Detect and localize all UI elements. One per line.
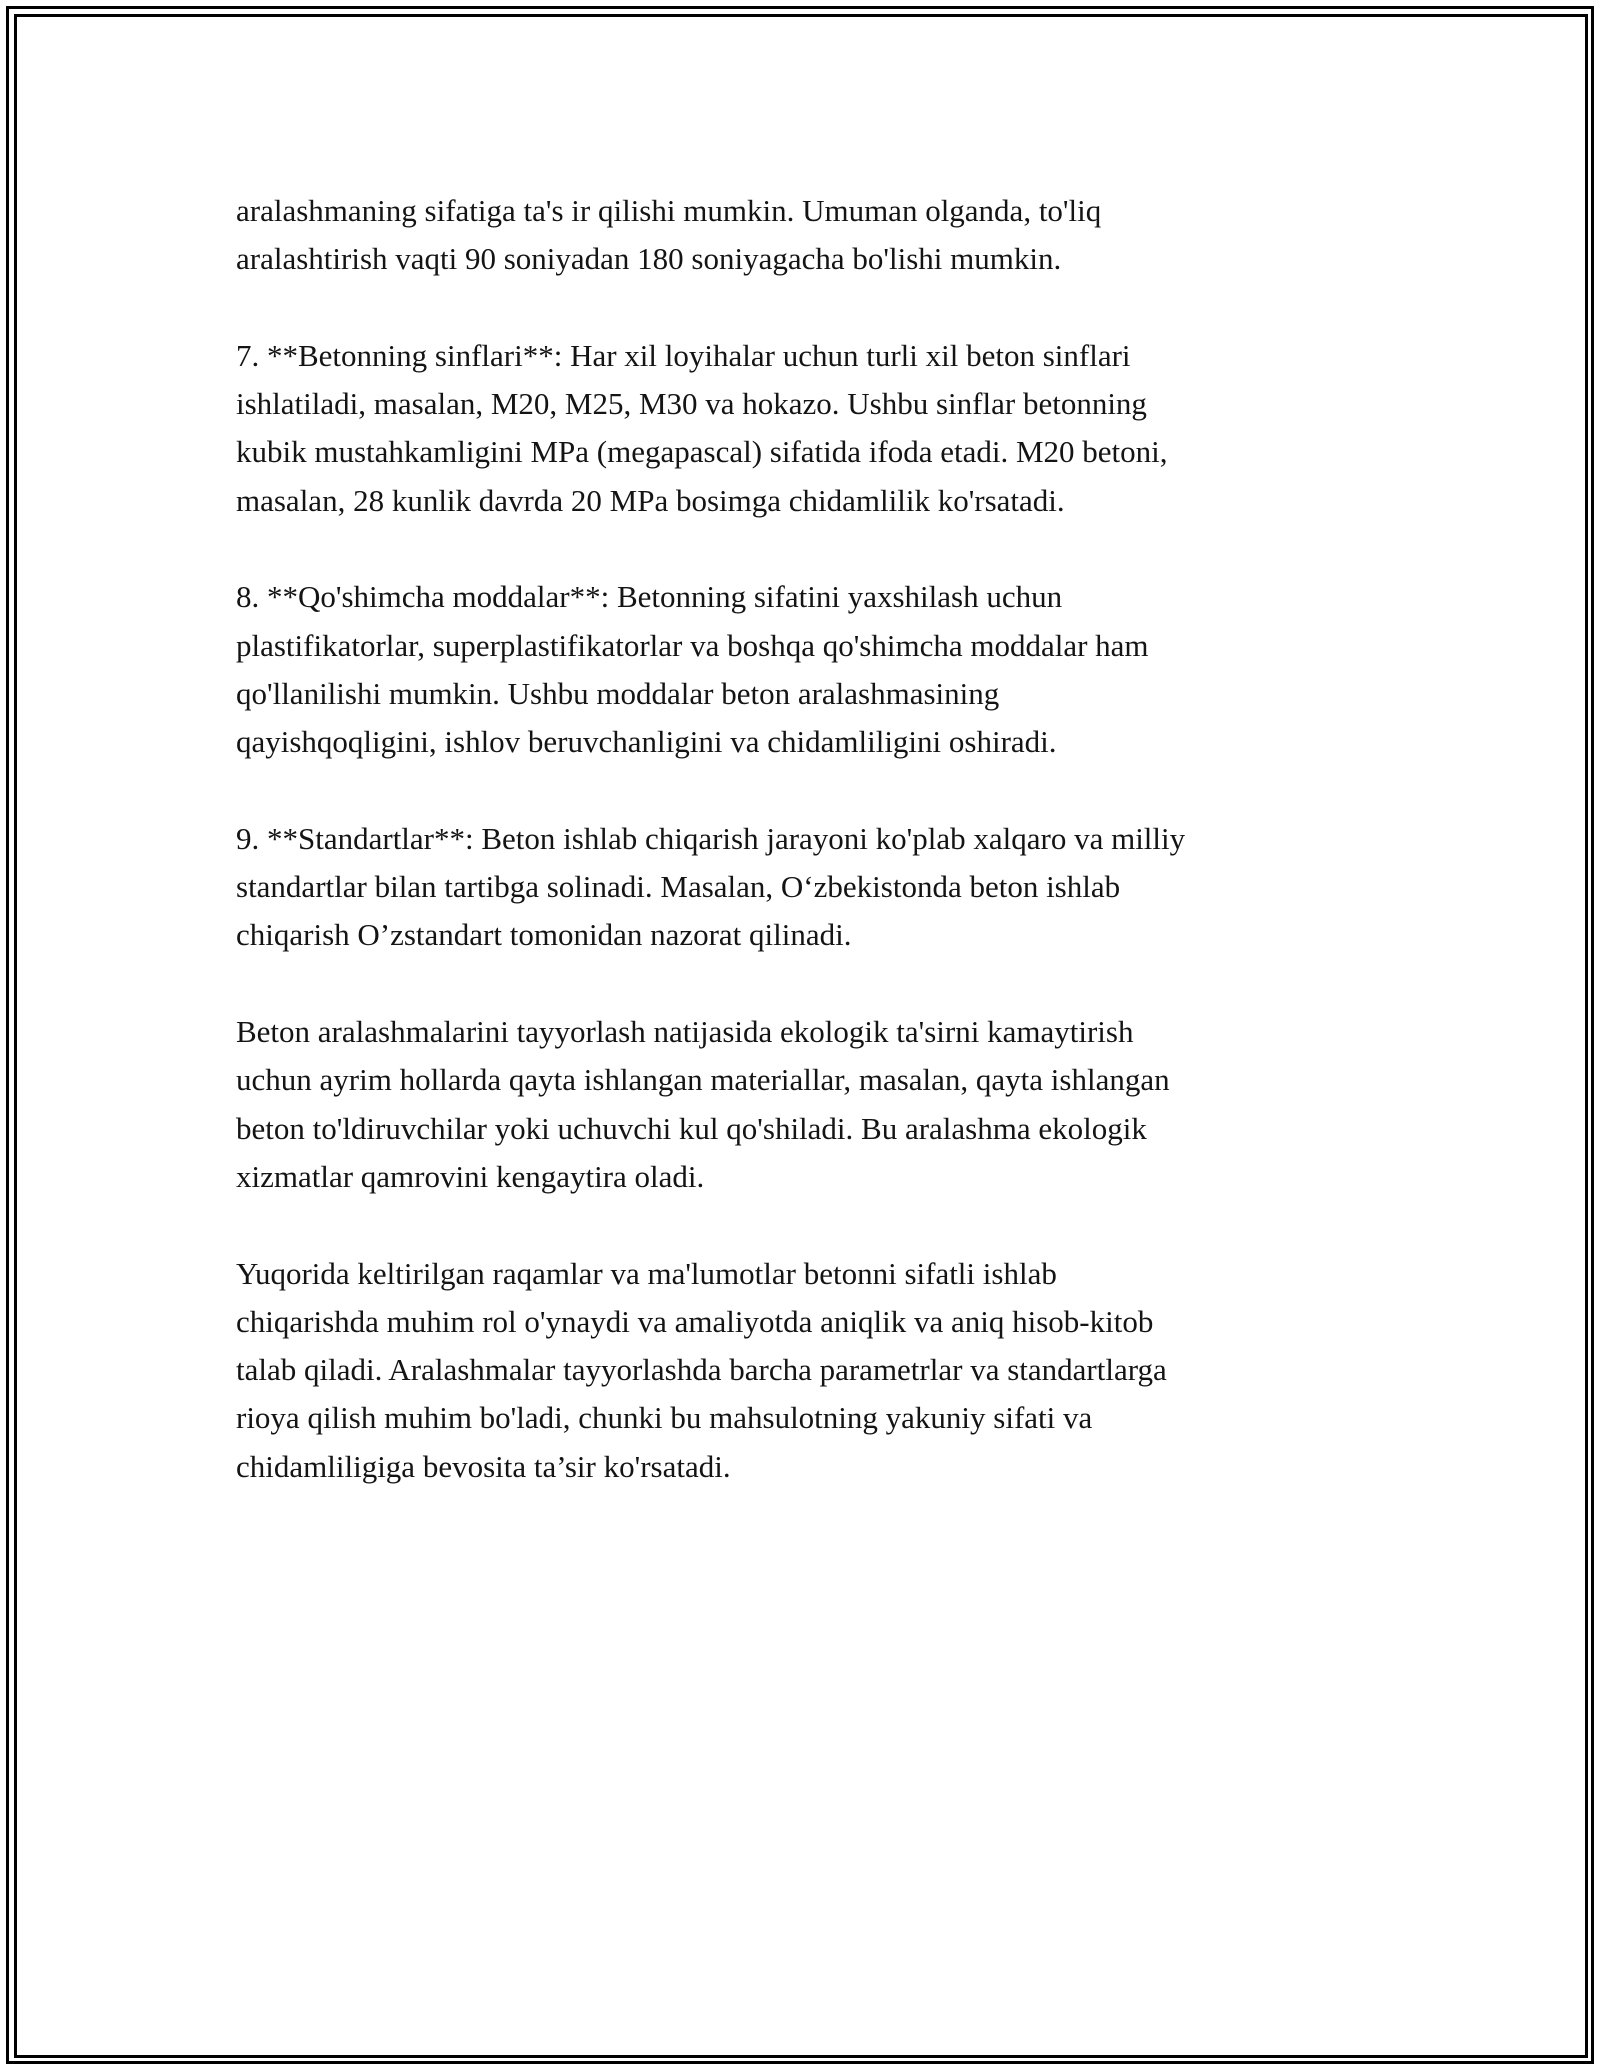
text-line: rioya qilish muhim bo'ladi, chunki bu mahsulotning yakuniy sifati va — [236, 1400, 1093, 1436]
text-line: 7. **Betonning sinflari**: Har xil loyihalar uchun turli xil beton sinflari — [236, 337, 1131, 373]
text-line: chiqarishda muhim rol o'ynaydi va amaliyotda aniqlik va aniq hisob-kitob — [236, 1303, 1154, 1339]
text-line: xizmatlar qamrovini kengaytira oladi. — [236, 1158, 705, 1194]
text-line: chiqarish O’zstandart tomonidan nazorat qilinadi. — [236, 917, 852, 953]
document-body — [236, 187, 1376, 1539]
text-line: talab qiladi. Aralashmalar tayyorlashda barcha parametrlar va standartlarga — [236, 1352, 1167, 1388]
paragraph-conclusion — [236, 1250, 1376, 1491]
text-line: Yuqorida keltirilgan raqamlar va ma'lumotlar betonni sifatli ishlab — [236, 1255, 1057, 1291]
text-line: masalan, 28 kunlik davrda 20 MPa bosimga chidamlilik ko'rsatadi. — [236, 482, 1065, 518]
text-line: ishlatiladi, masalan, M20, M25, M30 va hokazo. Ushbu sinflar betonning — [236, 386, 1147, 422]
text-line: Beton aralashmalarini tayyorlash natijasida ekologik ta'sirni kamaytirish — [236, 1014, 1134, 1050]
text-line: aralashtirish vaqti 90 soniyadan 180 soniyagacha bo'lishi mumkin. — [236, 241, 1062, 277]
text-line: standartlar bilan tartibga solinadi. Masalan, O‘zbekistonda beton ishlab — [236, 869, 1121, 905]
text-line: chidamliligiga bevosita ta’sir ko'rsatadi. — [236, 1448, 731, 1484]
text-line: qayishqoqligini, ishlov beruvchanligini va chidamliligini oshiradi. — [236, 724, 1057, 760]
text-line: 8. **Qo'shimcha moddalar**: Betonning sifatini yaxshilash uchun — [236, 579, 1063, 615]
paragraph-standards — [236, 815, 1376, 960]
text-line: kubik mustahkamligini MPa (megapascal) sifatida ifoda etadi. M20 betoni, — [236, 434, 1168, 470]
text-line: plastifikatorlar, superplastifikatorlar va boshqa qo'shimcha moddalar ham — [236, 627, 1149, 663]
paragraph-ecology — [236, 1008, 1376, 1201]
paragraph-additives — [236, 573, 1376, 766]
paragraph-concrete-classes — [236, 332, 1376, 525]
text-line: aralashmaning sifatiga ta's ir qilishi mumkin. Umuman olganda, to'liq — [236, 193, 1102, 228]
text-line: 9. **Standartlar**: Beton ishlab chiqarish jarayoni ko'plab xalqaro va milliy — [236, 820, 1186, 856]
text-line: qo'llanilishi mumkin. Ushbu moddalar beton aralashmasining — [236, 675, 1000, 711]
text-line: beton to'ldiruvchilar yoki uchuvchi kul qo'shiladi. Bu aralashma ekologik — [236, 1110, 1147, 1146]
text-line: uchun ayrim hollarda qayta ishlangan materiallar, masalan, qayta ishlangan — [236, 1062, 1170, 1098]
paragraph-mixing-time — [236, 187, 1376, 284]
